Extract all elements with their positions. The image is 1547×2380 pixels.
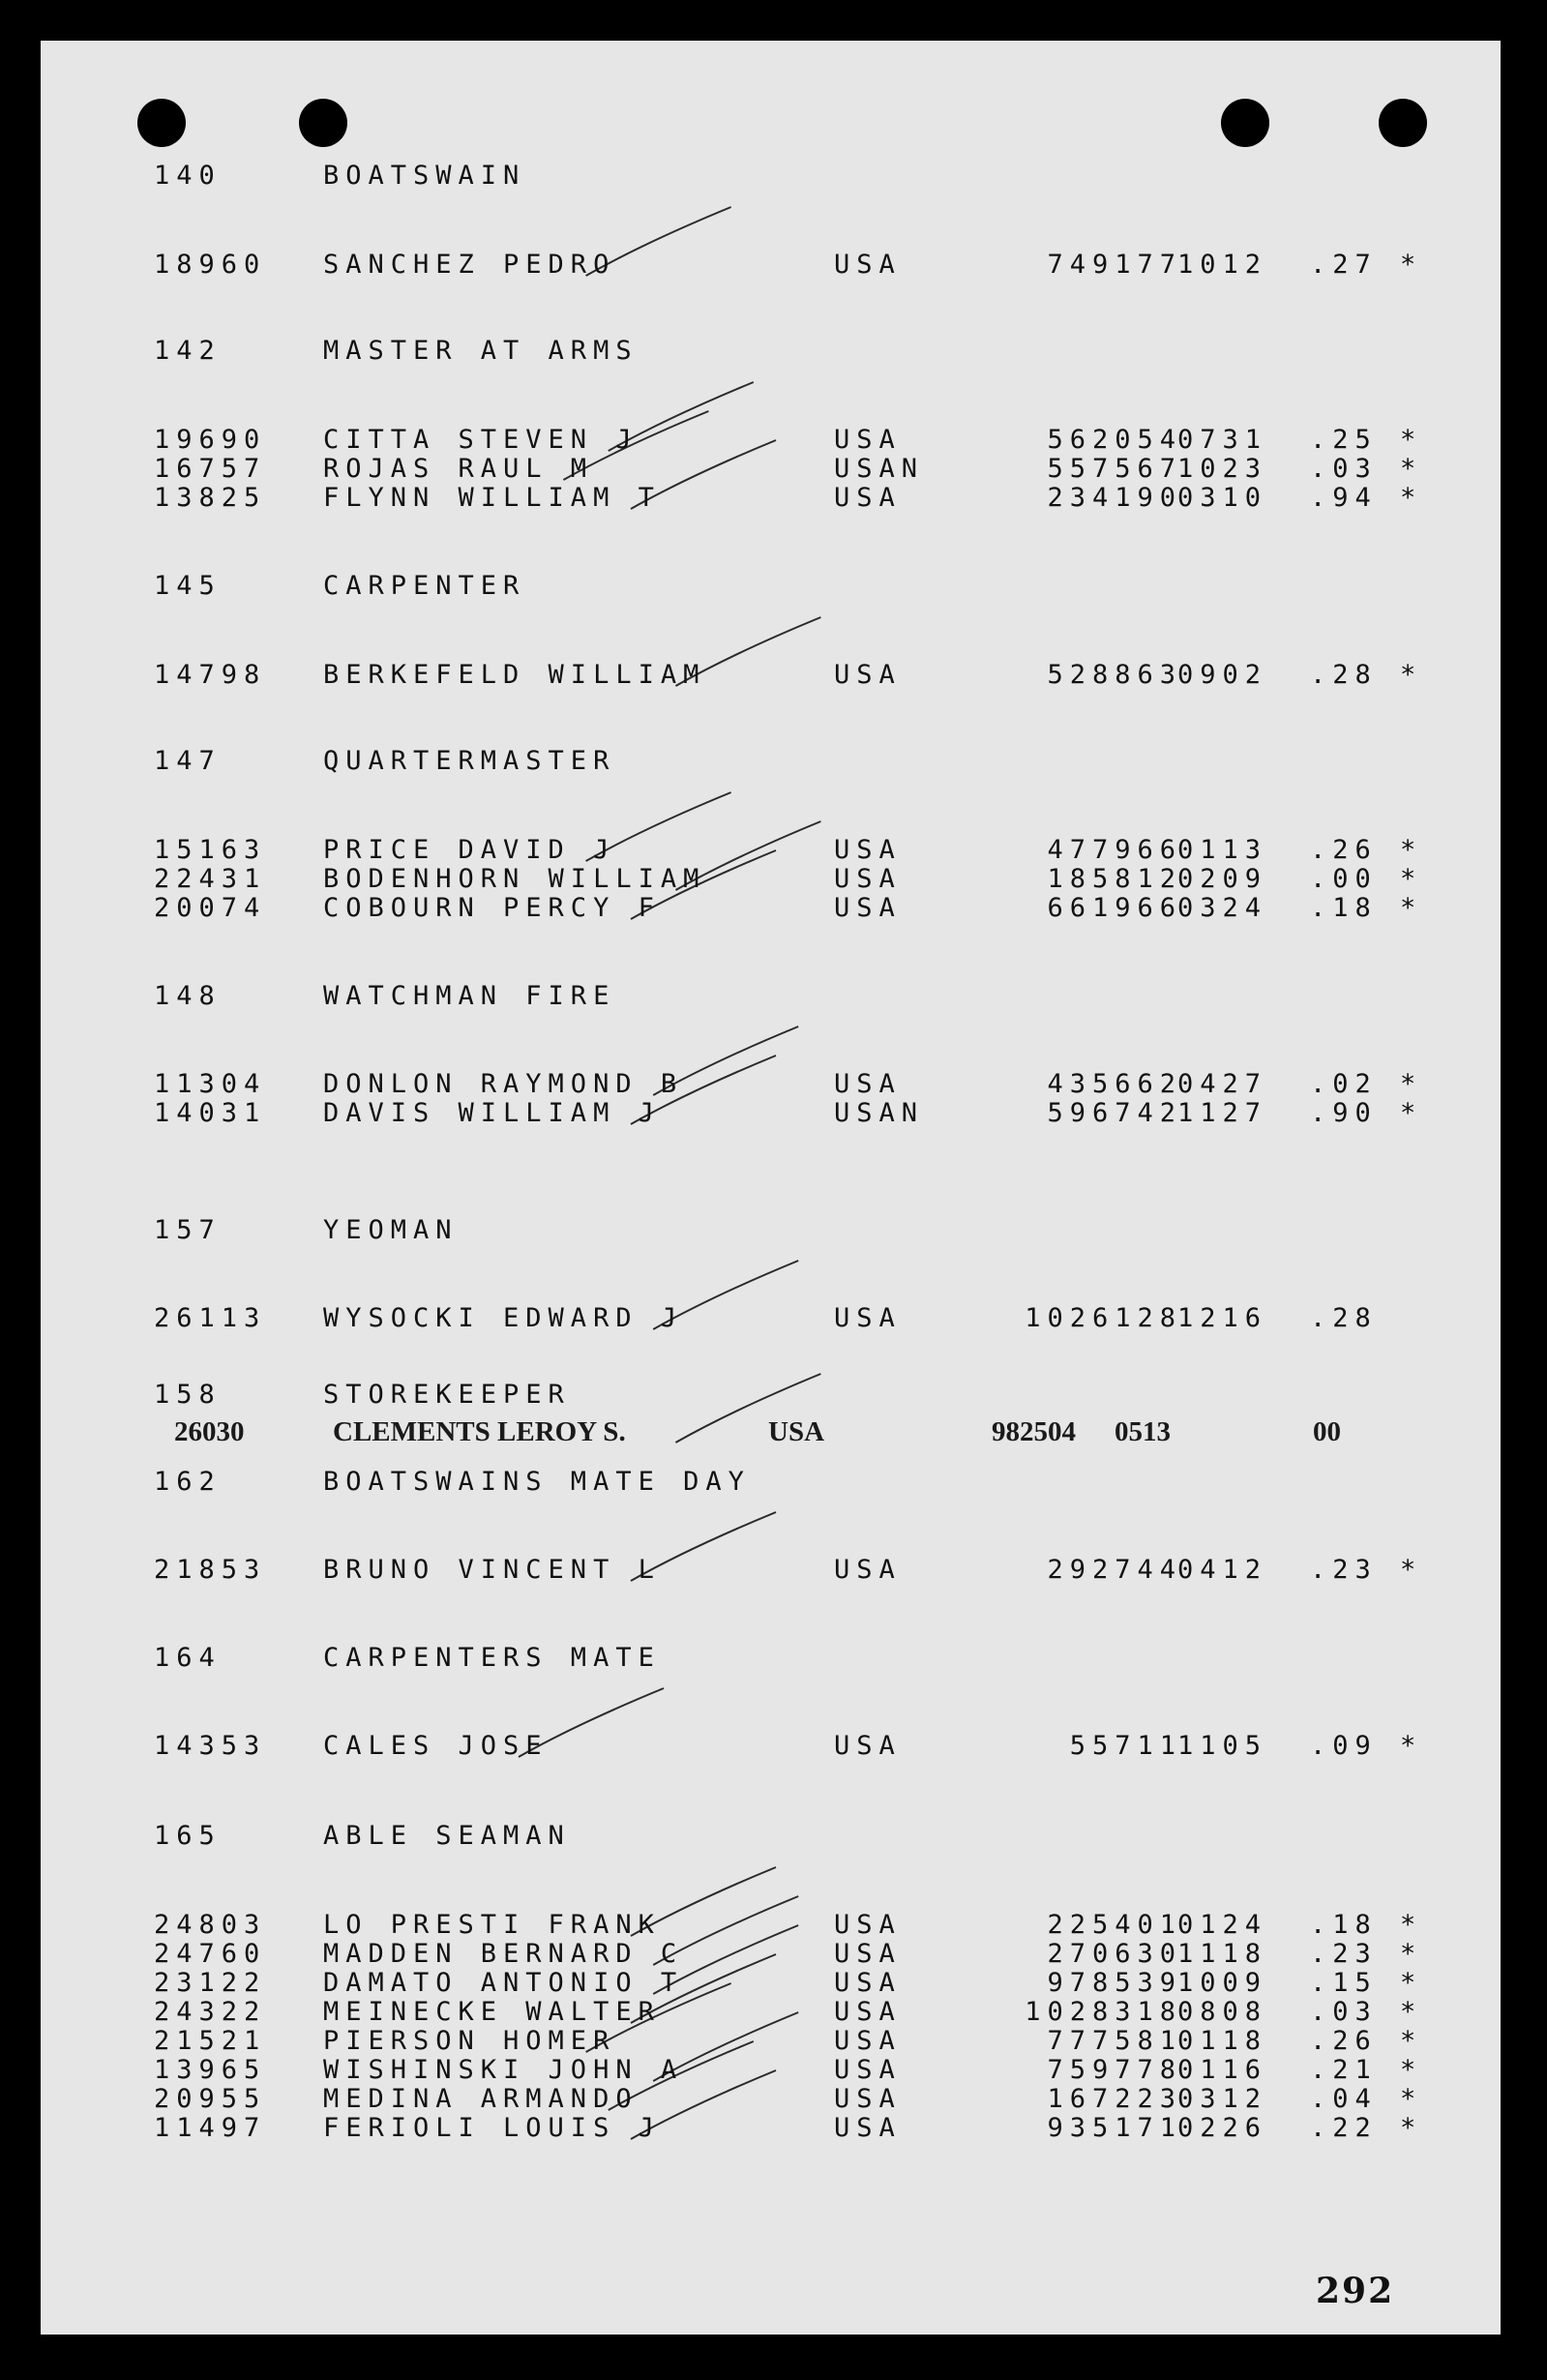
rating-title: MASTER AT ARMS bbox=[323, 336, 639, 366]
value: .28 bbox=[1310, 1303, 1378, 1333]
document-number: 185812 bbox=[1047, 864, 1182, 894]
date-code: 0902 bbox=[1177, 660, 1268, 690]
crew-id: 24760 bbox=[154, 1939, 267, 1969]
crew-id: 26030 bbox=[174, 1416, 245, 1447]
nationality: USA bbox=[834, 1555, 902, 1585]
date-code: 0209 bbox=[1177, 864, 1268, 894]
document-number: 55711 bbox=[1069, 1731, 1182, 1761]
section-header bbox=[41, 1644, 1501, 1673]
date-code: 0808 bbox=[1177, 1997, 1268, 2027]
nationality: USAN bbox=[834, 454, 925, 484]
document-number: 1026128 bbox=[1025, 1303, 1182, 1333]
date-code: 0412 bbox=[1177, 1555, 1268, 1585]
asterisk-mark: * bbox=[1400, 660, 1423, 690]
nationality: USA bbox=[834, 1997, 902, 2027]
document-number: 749177 bbox=[1047, 250, 1182, 280]
crew-name: BRUNO VINCENT L bbox=[323, 1555, 661, 1585]
rating-code: 140 bbox=[154, 161, 222, 191]
crew-entry bbox=[41, 1417, 1501, 1446]
crew-entry bbox=[41, 2056, 1501, 2085]
crew-id: 24322 bbox=[154, 1997, 267, 2027]
document-number: 1028318 bbox=[1025, 1997, 1182, 2027]
document-number: 759778 bbox=[1047, 2055, 1182, 2085]
crew-name: FERIOLI LOUIS J bbox=[323, 2113, 661, 2143]
crew-entry bbox=[41, 2027, 1501, 2056]
crew-name: WISHINSKI JOHN A bbox=[323, 2055, 684, 2085]
document-number: 167223 bbox=[1047, 2084, 1182, 2114]
section-header bbox=[41, 162, 1501, 191]
nationality: USA bbox=[834, 1731, 902, 1761]
rating-title: WATCHMAN FIRE bbox=[323, 981, 616, 1011]
crew-id: 15163 bbox=[154, 835, 267, 865]
crew-id: 24803 bbox=[154, 1910, 267, 1940]
nationality: USA bbox=[834, 1939, 902, 1969]
crew-name: DAMATO ANTONIO T bbox=[323, 1968, 684, 1998]
document-number: 435662 bbox=[1047, 1069, 1182, 1099]
section-header bbox=[41, 747, 1501, 776]
crew-name: DAVIS WILLIAM J bbox=[323, 1098, 661, 1128]
date-code: 0124 bbox=[1177, 1910, 1268, 1940]
rating-title: CARPENTERS MATE bbox=[323, 1643, 661, 1673]
asterisk-mark: * bbox=[1400, 2084, 1423, 2114]
crew-name: MEDINA ARMANDO bbox=[323, 2084, 639, 2114]
crew-name: CLEMENTS LEROY S. bbox=[333, 1416, 626, 1447]
document-number: 935171 bbox=[1047, 2113, 1182, 2143]
nationality: USA bbox=[834, 250, 902, 280]
crew-id: 20955 bbox=[154, 2084, 267, 2114]
crew-entry bbox=[41, 484, 1501, 513]
date-code: 0731 bbox=[1177, 425, 1268, 455]
document-number: 557567 bbox=[1047, 454, 1182, 484]
value: .09 bbox=[1310, 1731, 1378, 1761]
asterisk-mark: * bbox=[1400, 1098, 1423, 1128]
asterisk-mark: * bbox=[1400, 1910, 1423, 1940]
crew-id: 19690 bbox=[154, 425, 267, 455]
crew-id: 21521 bbox=[154, 2026, 267, 2056]
crew-id: 14031 bbox=[154, 1098, 267, 1128]
value: .22 bbox=[1310, 2113, 1378, 2143]
section-header bbox=[41, 1381, 1501, 1410]
crew-id: 20074 bbox=[154, 893, 267, 923]
rating-code: 145 bbox=[154, 571, 222, 601]
value: .15 bbox=[1310, 1968, 1378, 1998]
crew-name: BERKEFELD WILLIAM bbox=[323, 660, 706, 690]
document-number: 528863 bbox=[1047, 660, 1182, 690]
rating-code: 157 bbox=[154, 1215, 222, 1245]
asterisk-mark: * bbox=[1400, 454, 1423, 484]
date-code: 1127 bbox=[1177, 1098, 1268, 1128]
date-code: 0427 bbox=[1177, 1069, 1268, 1099]
crew-id: 22431 bbox=[154, 864, 267, 894]
crew-id: 21853 bbox=[154, 1555, 267, 1585]
crew-name: BODENHORN WILLIAM bbox=[323, 864, 706, 894]
crew-name: DONLON RAYMOND B bbox=[323, 1069, 684, 1099]
nationality: USA bbox=[834, 893, 902, 923]
asterisk-mark: * bbox=[1400, 483, 1423, 513]
nationality: USA bbox=[834, 1303, 902, 1333]
crew-entry bbox=[41, 1304, 1501, 1333]
date-code: 0312 bbox=[1177, 2084, 1268, 2114]
date-code: 0513 bbox=[1115, 1416, 1171, 1447]
document-number: 562054 bbox=[1047, 425, 1182, 455]
crew-id: 23122 bbox=[154, 1968, 267, 1998]
asterisk-mark: * bbox=[1400, 893, 1423, 923]
crew-name: WYSOCKI EDWARD J bbox=[323, 1303, 684, 1333]
nationality: USA bbox=[834, 835, 902, 865]
asterisk-mark: * bbox=[1400, 2026, 1423, 2056]
nationality: USA bbox=[834, 2084, 902, 2114]
value: .23 bbox=[1310, 1939, 1378, 1969]
document-number: 477966 bbox=[1047, 835, 1182, 865]
crew-name: MADDEN BERNARD C bbox=[323, 1939, 684, 1969]
date-code: 0310 bbox=[1177, 483, 1268, 513]
value: .04 bbox=[1310, 2084, 1378, 2114]
rating-title: BOATSWAIN bbox=[323, 161, 526, 191]
asterisk-mark: * bbox=[1400, 2113, 1423, 2143]
crew-entry bbox=[41, 894, 1501, 923]
crew-entry bbox=[41, 455, 1501, 484]
date-code: 0116 bbox=[1177, 2055, 1268, 2085]
asterisk-mark: * bbox=[1400, 1555, 1423, 1585]
nationality: USA bbox=[834, 1069, 902, 1099]
crew-name: SANCHEZ PEDRO bbox=[323, 250, 616, 280]
asterisk-mark: * bbox=[1400, 1069, 1423, 1099]
value: .25 bbox=[1310, 425, 1378, 455]
document-number: 777581 bbox=[1047, 2026, 1182, 2056]
crew-entry bbox=[41, 865, 1501, 894]
crew-name: COBOURN PERCY F bbox=[323, 893, 661, 923]
rating-title: QUARTERMASTER bbox=[323, 746, 616, 776]
nationality: USAN bbox=[834, 1098, 925, 1128]
rating-title: BOATSWAINS MATE DAY bbox=[323, 1467, 751, 1497]
crew-id: 18960 bbox=[154, 250, 267, 280]
crew-name: CALES JOSE bbox=[323, 1731, 549, 1761]
value: .26 bbox=[1310, 835, 1378, 865]
crew-id: 11497 bbox=[154, 2113, 267, 2143]
crew-id: 26113 bbox=[154, 1303, 267, 1333]
value: .94 bbox=[1310, 483, 1378, 513]
value: .90 bbox=[1310, 1098, 1378, 1128]
crew-entry bbox=[41, 1969, 1501, 1998]
nationality: USA bbox=[834, 425, 902, 455]
asterisk-mark: * bbox=[1400, 1731, 1423, 1761]
asterisk-mark: * bbox=[1400, 250, 1423, 280]
value: .03 bbox=[1310, 454, 1378, 484]
nationality: USA bbox=[834, 864, 902, 894]
crew-name: ROJAS RAUL M bbox=[323, 454, 594, 484]
nationality: USA bbox=[834, 2113, 902, 2143]
nationality: USA bbox=[834, 483, 902, 513]
asterisk-mark: * bbox=[1400, 425, 1423, 455]
section-header bbox=[41, 1216, 1501, 1245]
asterisk-mark: * bbox=[1400, 1968, 1423, 1998]
crew-id: 13965 bbox=[154, 2055, 267, 2085]
asterisk-mark: * bbox=[1400, 1939, 1423, 1969]
crew-entry bbox=[41, 1556, 1501, 1585]
nationality: USA bbox=[834, 1910, 902, 1940]
nationality: USA bbox=[834, 2055, 902, 2085]
document-number: 225401 bbox=[1047, 1910, 1182, 1940]
rating-title: CARPENTER bbox=[323, 571, 526, 601]
crew-entry bbox=[41, 1998, 1501, 2027]
rating-code: 148 bbox=[154, 981, 222, 1011]
crew-name: PIERSON HOMER bbox=[323, 2026, 616, 2056]
value: .02 bbox=[1310, 1069, 1378, 1099]
rating-code: 164 bbox=[154, 1643, 222, 1673]
document-number: 661966 bbox=[1047, 893, 1182, 923]
crew-entry bbox=[41, 426, 1501, 455]
value: .27 bbox=[1310, 250, 1378, 280]
crew-entry bbox=[41, 251, 1501, 280]
nationality: USA bbox=[834, 1968, 902, 1998]
crew-name: PRICE DAVID J bbox=[323, 835, 616, 865]
document-number: 270630 bbox=[1047, 1939, 1182, 1969]
section-header bbox=[41, 572, 1501, 601]
rating-code: 142 bbox=[154, 336, 222, 366]
date-code: 1009 bbox=[1177, 1968, 1268, 1998]
rating-title: STOREKEEPER bbox=[323, 1380, 571, 1410]
crew-id: 11304 bbox=[154, 1069, 267, 1099]
value: .21 bbox=[1310, 2055, 1378, 2085]
document-number: 292744 bbox=[1047, 1555, 1182, 1585]
nationality: USA bbox=[834, 660, 902, 690]
document-number: 982504 bbox=[992, 1416, 1076, 1447]
value: 00 bbox=[1313, 1416, 1341, 1447]
crew-name: LO PRESTI FRANK bbox=[323, 1910, 661, 1940]
document-number: 596742 bbox=[1047, 1098, 1182, 1128]
date-code: 0226 bbox=[1177, 2113, 1268, 2143]
value: .00 bbox=[1310, 864, 1378, 894]
value: .23 bbox=[1310, 1555, 1378, 1585]
rating-code: 165 bbox=[154, 1821, 222, 1851]
document-page bbox=[41, 41, 1501, 2335]
value: .18 bbox=[1310, 893, 1378, 923]
section-header bbox=[41, 337, 1501, 366]
date-code: 1118 bbox=[1177, 1939, 1268, 1969]
asterisk-mark: * bbox=[1400, 835, 1423, 865]
section-header bbox=[41, 982, 1501, 1011]
date-code: 0113 bbox=[1177, 835, 1268, 865]
nationality: USA bbox=[768, 1416, 825, 1447]
page-number: 292 bbox=[1316, 2271, 1395, 2311]
crew-entry bbox=[41, 1911, 1501, 1940]
crew-name: FLYNN WILLIAM T bbox=[323, 483, 661, 513]
date-code: 1023 bbox=[1177, 454, 1268, 484]
date-code: 1012 bbox=[1177, 250, 1268, 280]
section-header bbox=[41, 1822, 1501, 1851]
asterisk-mark: * bbox=[1400, 2055, 1423, 2085]
crew-id: 13825 bbox=[154, 483, 267, 513]
date-code: 1105 bbox=[1177, 1731, 1268, 1761]
crew-entry bbox=[41, 1099, 1501, 1128]
asterisk-mark: * bbox=[1400, 1997, 1423, 2027]
crew-name: CITTA STEVEN J bbox=[323, 425, 639, 455]
crew-id: 16757 bbox=[154, 454, 267, 484]
crew-entry bbox=[41, 836, 1501, 865]
crew-entry bbox=[41, 2085, 1501, 2114]
crew-name: MEINECKE WALTER bbox=[323, 1997, 661, 2027]
crew-entry bbox=[41, 1940, 1501, 1969]
rating-code: 162 bbox=[154, 1467, 222, 1497]
document-number: 978539 bbox=[1047, 1968, 1182, 1998]
document-number: 234190 bbox=[1047, 483, 1182, 513]
crew-list bbox=[41, 41, 1501, 2335]
nationality: USA bbox=[834, 2026, 902, 2056]
crew-entry bbox=[41, 1070, 1501, 1099]
value: .26 bbox=[1310, 2026, 1378, 2056]
rating-code: 158 bbox=[154, 1380, 222, 1410]
crew-entry bbox=[41, 2114, 1501, 2143]
asterisk-mark: * bbox=[1400, 864, 1423, 894]
crew-entry bbox=[41, 661, 1501, 690]
crew-id: 14353 bbox=[154, 1731, 267, 1761]
crew-entry bbox=[41, 1732, 1501, 1761]
rating-title: YEOMAN bbox=[323, 1215, 459, 1245]
value: .03 bbox=[1310, 1997, 1378, 2027]
rating-title: ABLE SEAMAN bbox=[323, 1821, 571, 1851]
date-code: 1216 bbox=[1177, 1303, 1268, 1333]
date-code: 0118 bbox=[1177, 2026, 1268, 2056]
value: .18 bbox=[1310, 1910, 1378, 1940]
value: .28 bbox=[1310, 660, 1378, 690]
section-header bbox=[41, 1468, 1501, 1497]
rating-code: 147 bbox=[154, 746, 222, 776]
crew-id: 14798 bbox=[154, 660, 267, 690]
date-code: 0324 bbox=[1177, 893, 1268, 923]
